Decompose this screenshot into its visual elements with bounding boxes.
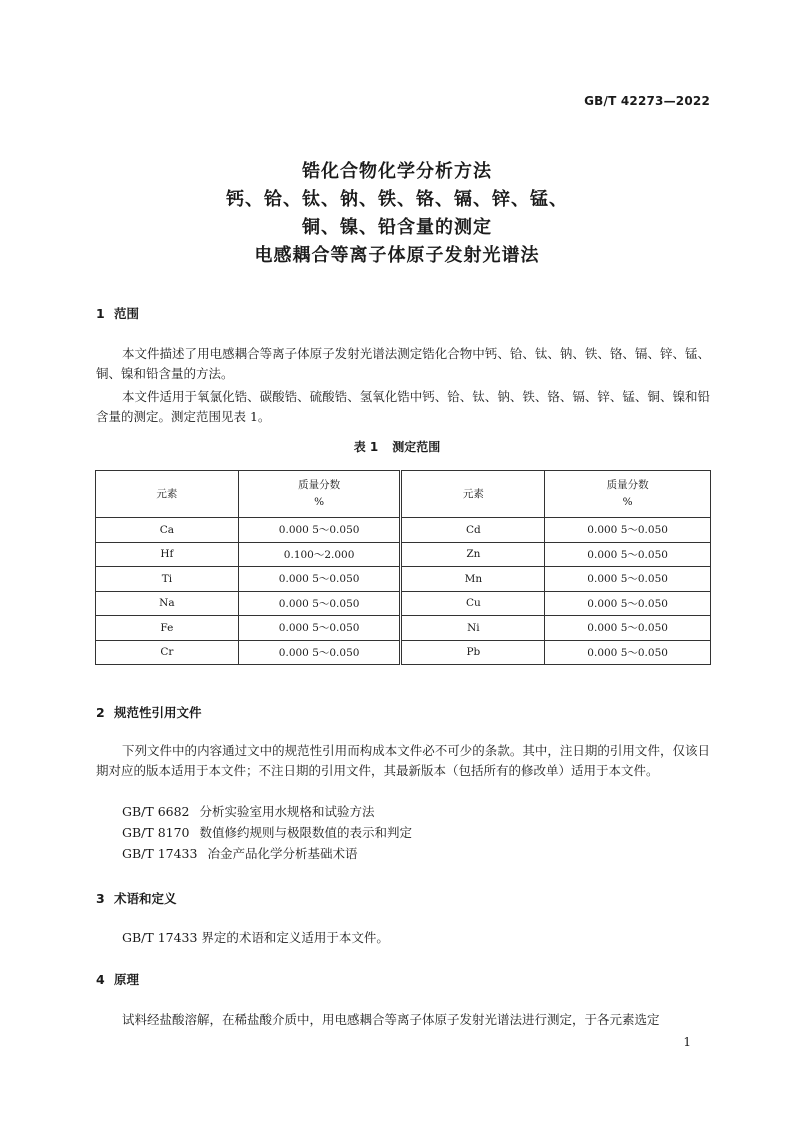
reference-code: GB/T 8170 <box>122 825 190 840</box>
page-number: 1 <box>683 1035 691 1049</box>
table-label: 表 1 <box>353 440 379 454</box>
header-element: 元素 <box>96 471 239 518</box>
element-cell: Fe <box>96 616 239 641</box>
paragraph: 本文件描述了用电感耦合等离子体原子发射光谱法测定锆化合物中钙、铪、钛、钠、铁、铬、镉、锌、锰、铜、镍和铅含量的方法。 <box>96 346 710 381</box>
range-cell: 0.000 5～0.050 <box>238 640 401 665</box>
section-title: 规范性引用文件 <box>114 705 202 720</box>
header-mass-fraction <box>545 471 711 518</box>
reference-item <box>122 844 357 864</box>
element-cell: Ti <box>96 567 239 592</box>
reference-item <box>122 802 375 822</box>
table-row <box>96 567 711 592</box>
table-row <box>96 640 711 665</box>
range-cell: 0.000 5～0.050 <box>238 616 401 641</box>
range-cell: 0.000 5～0.050 <box>238 591 401 616</box>
section-heading-scope <box>96 304 139 322</box>
element-cell: Cu <box>401 591 545 616</box>
reference-title: 分析实验室用水规格和试验方法 <box>199 804 375 819</box>
paragraph: 本文件适用于氧氯化锆、碳酸锆、硫酸锆、氢氧化锆中钙、铪、钛、钠、铁、铬、镉、锌、锰、铜、镍和铅含量的测定。测定范围见表 1。 <box>96 389 710 424</box>
range-cell: 0.000 5～0.050 <box>545 616 711 641</box>
table-header-row <box>96 471 711 518</box>
range-cell: 0.000 5～0.050 <box>545 518 711 543</box>
range-cell: 0.000 5～0.050 <box>238 518 401 543</box>
title-line: 锆化合物化学分析方法 <box>302 161 492 182</box>
element-cell: Mn <box>401 567 545 592</box>
paragraph: 试料经盐酸溶解，在稀盐酸介质中，用电感耦合等离子体原子发射光谱法进行测定，于各元素选定 <box>122 1012 660 1027</box>
range-cell: 0.100～2.000 <box>238 542 401 567</box>
element-cell: Cr <box>96 640 239 665</box>
paragraph: 下列文件中的内容通过文中的规范性引用而构成本文件必不可少的条款。其中，注日期的引用文件，仅该日期对应的版本适用于本文件；不注日期的引用文件，其最新版本（包括所有的修改单）适用于本文件。 <box>96 743 710 778</box>
header-unit: % <box>314 496 325 508</box>
header-mass-fraction <box>238 471 401 518</box>
table-row <box>96 542 711 567</box>
title-line: 电感耦合等离子体原子发射光谱法 <box>254 245 540 266</box>
reference-code: GB/T 6682 <box>122 804 190 819</box>
range-cell: 0.000 5～0.050 <box>545 591 711 616</box>
section-title: 范围 <box>114 306 140 321</box>
table-row <box>96 518 711 543</box>
section-number: 3 <box>96 891 105 906</box>
element-cell: Hf <box>96 542 239 567</box>
element-cell: Zn <box>401 542 545 567</box>
reference-title: 冶金产品化学分析基础术语 <box>207 846 358 861</box>
table-row <box>96 616 711 641</box>
reference-item <box>122 823 412 843</box>
section-number: 4 <box>96 972 105 987</box>
header-element: 元素 <box>401 471 545 518</box>
document-title <box>0 158 794 270</box>
section-number: 2 <box>96 705 105 720</box>
table-caption <box>0 438 794 455</box>
element-cell: Na <box>96 591 239 616</box>
reference-code: GB/T 17433 <box>122 846 198 861</box>
section-heading-terms <box>96 889 177 907</box>
section-heading-principle <box>96 970 139 988</box>
measurement-range-table <box>95 470 711 665</box>
section-title: 术语和定义 <box>114 891 177 906</box>
range-cell: 0.000 5～0.050 <box>545 542 711 567</box>
standard-code: GB/T 42273—2022 <box>584 94 710 108</box>
header-unit: % <box>622 496 633 508</box>
range-cell: 0.000 5～0.050 <box>545 640 711 665</box>
header-mass-fraction-label: 质量分数 <box>606 479 649 491</box>
table-row <box>96 591 711 616</box>
element-cell: Ni <box>401 616 545 641</box>
section-heading-normative-references <box>96 703 202 721</box>
header-mass-fraction-label: 质量分数 <box>298 479 341 491</box>
section-number: 1 <box>96 306 105 321</box>
range-cell: 0.000 5～0.050 <box>545 567 711 592</box>
paragraph: GB/T 17433 界定的术语和定义适用于本文件。 <box>122 930 389 945</box>
table-title: 测定范围 <box>392 440 441 454</box>
element-cell: Ca <box>96 518 239 543</box>
title-line: 铜、镍、铅含量的测定 <box>302 217 492 238</box>
element-cell: Pb <box>401 640 545 665</box>
title-line: 钙、铪、钛、钠、铁、铬、镉、锌、锰、 <box>226 189 568 210</box>
section-title: 原理 <box>114 972 140 987</box>
reference-title: 数值修约规则与极限数值的表示和判定 <box>199 825 413 840</box>
range-cell: 0.000 5～0.050 <box>238 567 401 592</box>
element-cell: Cd <box>401 518 545 543</box>
